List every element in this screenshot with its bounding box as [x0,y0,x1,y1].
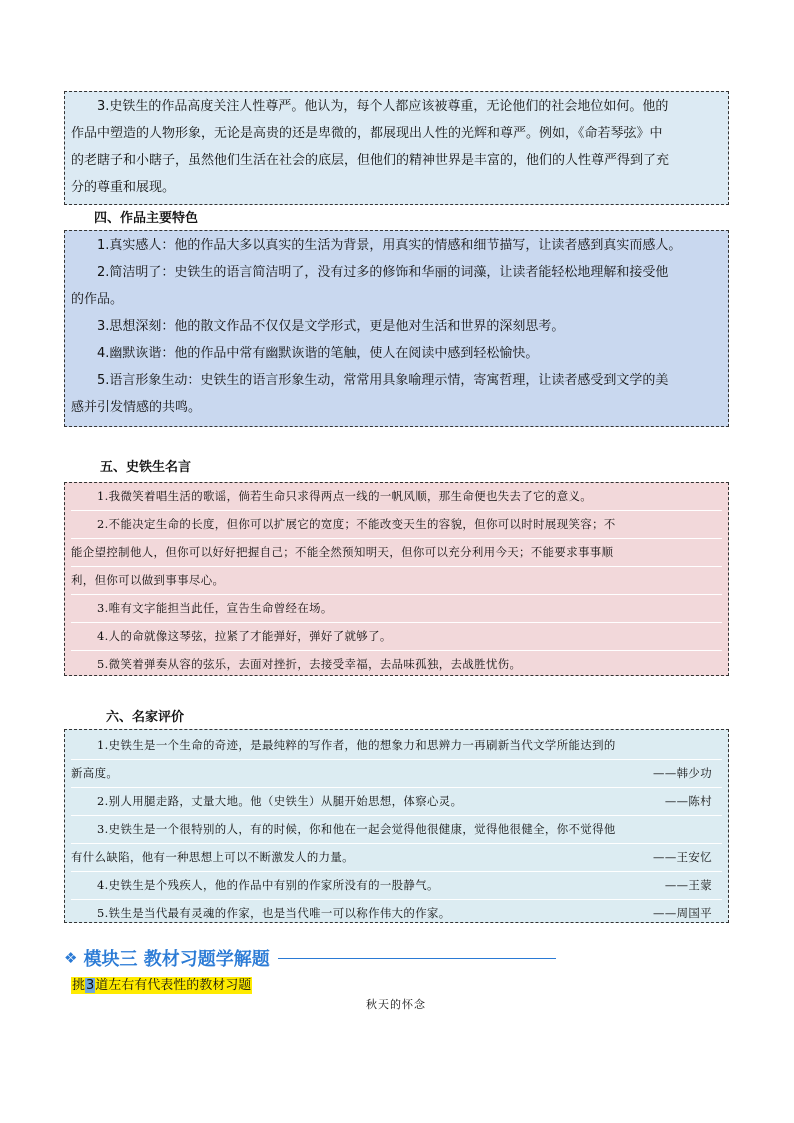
review-line: 有什么缺陷，他有一种思想上可以不断激发人的力量。 ——王安忆 [71,844,722,872]
review-line: 5.铁生是当代最有灵魂的作家，也是当代唯一可以称作伟大的作家。 ——周国平 [71,900,722,927]
feature-item: 5.语言形象生动：史铁生的语言形象生动，常常用具象喻理示情，寄寓哲理，让读者感受到文学的美 [97,373,669,388]
paragraph-line: 的老瞎子和小瞎子，虽然他们生活在社会的底层，但他们的精神世界是丰富的，他们的人性尊严得到了充 [71,153,670,168]
review-author: ——韩少功 [653,766,712,780]
quote-item: 利，但你可以做到事事尽心。 [71,567,722,595]
review-line: 3.史铁生是一个很特别的人，有的时候，你和他在一起会觉得他很健康，觉得他很健全，你不觉得他 [71,816,722,844]
feature-item: 2.简洁明了：史铁生的语言简洁明了，没有过多的修饰和华丽的词藻，让读者能轻松地理解和接受他 [97,265,669,280]
quote-item: 能企望控制他人，但你可以好好把握自己；不能全然预知明天，但你可以充分利用今天；不能要求事事顺 [71,539,722,567]
paragraph-line: 作品中塑造的人物形象，无论是高贵的还是卑微的，都展现出人性的光辉和尊严。例如，《命若琴弦》中 [71,126,663,141]
feature-item: 1.真实感人：他的作品大多以真实的生活为背景，用真实的情感和细节描写，让读者感到真实而感人。 [97,238,682,253]
quotes-box [64,482,729,676]
reviews-box [64,729,729,923]
double-chevron-icon: ❖ [64,949,78,967]
review-author: ——周国平 [653,906,712,920]
quote-item: 1.我微笑着唱生活的歌谣，倘若生命只求得两点一线的一帆风顺，那生命便也失去了它的意义。 [71,483,722,511]
review-line: 1.史铁生是一个生命的奇迹，是最纯粹的写作者，他的想象力和思辨力一再刷新当代文学所能达到的 [71,732,722,760]
review-author: ——王蒙 [664,878,712,892]
quote-item: 5.微笑着弹奏从容的弦乐，去面对挫折，去接受幸福，去品味孤独，去战胜忧伤。 [97,657,522,671]
feature-item: 3.思想深刻：他的散文作品不仅仅是文学形式，更是他对生活和世界的深刻思考。 [97,319,565,334]
review-line: 4.史铁生是个残疾人，他的作品中有别的作家所没有的一股静气。 ——王蒙 [71,872,722,900]
quote-item: 3.唯有文字能担当此任，宣告生命曾经在场。 [71,595,722,623]
quote-item: 2.不能决定生命的长度，但你可以扩展它的宽度；不能改变天生的容貌，但你可以时时展现笑容；不 [71,511,722,539]
feature-item: 感并引发情感的共鸣。 [71,400,202,415]
paragraph-line: 分的尊重和展现。 [71,180,176,195]
feature-item: 4.幽默诙谐：他的作品中常有幽默诙谐的笔触，使人在阅读中感到轻松愉快。 [97,346,539,361]
quote-item: 4.人的命就像这琴弦，拉紧了才能弹好，弹好了就够了。 [71,623,722,651]
section-heading: 五、史铁生名言 [100,460,192,475]
module-header [64,944,556,972]
exercise-subtitle: 挑3道左右有代表性的教材习题 [72,978,252,993]
review-line: 2.别人用腿走路，丈量大地。他（史铁生）从腿开始思想，体察心灵。 ——陈村 [71,788,722,816]
paragraph-line: 3.史铁生的作品高度关注人性尊严。他认为，每个人都应该被尊重，无论他们的社会地位如何。他的 [97,99,669,114]
review-line: 新高度。 ——韩少功 [71,760,722,788]
essay-title: 秋天的怀念 [366,998,426,1011]
section-heading: 六、名家评价 [106,710,185,725]
feature-item: 的作品。 [71,292,124,307]
text-box-top [64,91,729,205]
features-box [64,230,729,427]
review-author: ——王安忆 [653,850,712,864]
module-rule [278,958,556,959]
section-heading: 四、作品主要特色 [94,211,199,226]
review-author: ——陈村 [664,794,712,808]
module-title: 模块三 教材习题学解题 [83,949,270,970]
